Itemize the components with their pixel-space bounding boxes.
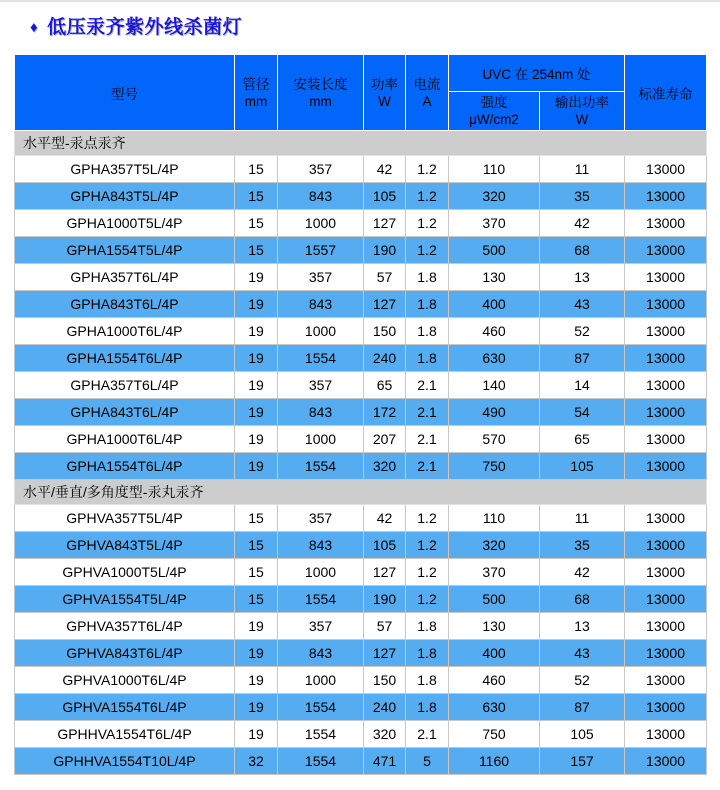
- length-cell: 1554: [278, 694, 364, 721]
- table-row: [15, 237, 707, 264]
- diameter-cell: 19: [235, 399, 278, 426]
- output-power-cell: 157: [540, 748, 625, 775]
- table-row: [15, 156, 707, 183]
- table-row: [15, 345, 707, 372]
- section-header-row: [15, 480, 707, 505]
- intensity-cell: 500: [449, 237, 540, 264]
- table-row: [15, 291, 707, 318]
- table-row: [15, 318, 707, 345]
- length-cell: 843: [278, 640, 364, 667]
- length-cell: 357: [278, 613, 364, 640]
- intensity-cell: 630: [449, 345, 540, 372]
- current-cell: 1.8: [406, 667, 449, 694]
- table-row: [15, 532, 707, 559]
- model-cell: GPHA843T6L/4P: [15, 291, 235, 318]
- lifetime-cell: 13000: [625, 559, 707, 586]
- table-row: [15, 183, 707, 210]
- output-power-cell: 42: [540, 210, 625, 237]
- intensity-cell: 630: [449, 694, 540, 721]
- intensity-cell: 370: [449, 559, 540, 586]
- length-cell: 843: [278, 532, 364, 559]
- current-cell: 2.1: [406, 426, 449, 453]
- intensity-cell: 490: [449, 399, 540, 426]
- output-power-cell: 42: [540, 559, 625, 586]
- length-cell: 357: [278, 372, 364, 399]
- column-header-intensity-unit: μW/cm2: [469, 112, 519, 127]
- column-header-length-label: 安装长度: [293, 76, 348, 92]
- output-power-cell: 14: [540, 372, 625, 399]
- output-power-cell: 52: [540, 667, 625, 694]
- current-cell: 5: [406, 748, 449, 775]
- power-cell: 105: [364, 532, 406, 559]
- diameter-cell: 19: [235, 694, 278, 721]
- model-cell: GPHA1000T6L/4P: [15, 426, 235, 453]
- lifetime-cell: 13000: [625, 721, 707, 748]
- diameter-cell: 19: [235, 613, 278, 640]
- table-row: [15, 613, 707, 640]
- lifetime-cell: 13000: [625, 586, 707, 613]
- page-title-text: 低压汞齐紫外线杀菌灯: [47, 17, 243, 38]
- power-cell: 207: [364, 426, 406, 453]
- power-cell: 240: [364, 694, 406, 721]
- column-header-current-unit: A: [422, 93, 432, 109]
- length-cell: 843: [278, 399, 364, 426]
- lifetime-cell: 13000: [625, 156, 707, 183]
- output-power-cell: 43: [540, 640, 625, 667]
- model-cell: GPHHVA1554T6L/4P: [15, 721, 235, 748]
- lifetime-cell: 13000: [625, 372, 707, 399]
- intensity-cell: 1160: [449, 748, 540, 775]
- lifetime-cell: 13000: [625, 345, 707, 372]
- current-cell: 1.8: [406, 345, 449, 372]
- power-cell: 190: [364, 586, 406, 613]
- column-header-diameter-unit: mm: [244, 93, 268, 109]
- diameter-cell: 19: [235, 345, 278, 372]
- intensity-cell: 320: [449, 532, 540, 559]
- table-row: [15, 586, 707, 613]
- length-cell: 1554: [278, 453, 364, 480]
- output-power-cell: 105: [540, 453, 625, 480]
- output-power-cell: 87: [540, 694, 625, 721]
- lifetime-cell: 13000: [625, 237, 707, 264]
- intensity-cell: 130: [449, 613, 540, 640]
- output-power-cell: 68: [540, 586, 625, 613]
- table-row: [15, 748, 707, 775]
- column-header-uvc-group: UVC 在 254nm 处: [449, 55, 625, 92]
- current-cell: 1.2: [406, 210, 449, 237]
- model-cell: GPHVA843T6L/4P: [15, 640, 235, 667]
- table-row: [15, 210, 707, 237]
- power-cell: 57: [364, 613, 406, 640]
- power-cell: 127: [364, 210, 406, 237]
- power-cell: 65: [364, 372, 406, 399]
- model-cell: GPHHVA1554T10L/4P: [15, 748, 235, 775]
- length-cell: 1554: [278, 586, 364, 613]
- length-cell: 843: [278, 183, 364, 210]
- lifetime-cell: 13000: [625, 505, 707, 532]
- table-row: [15, 453, 707, 480]
- section-header-row: [15, 131, 707, 156]
- column-header-intensity: [449, 92, 540, 131]
- model-cell: GPHA843T5L/4P: [15, 183, 235, 210]
- current-cell: 2.1: [406, 721, 449, 748]
- lifetime-cell: 13000: [625, 667, 707, 694]
- intensity-cell: 370: [449, 210, 540, 237]
- column-header-length-unit: mm: [309, 93, 332, 109]
- diameter-cell: 15: [235, 559, 278, 586]
- output-power-cell: 87: [540, 345, 625, 372]
- lifetime-cell: 13000: [625, 291, 707, 318]
- column-header-power-label: 功率: [371, 76, 398, 92]
- power-cell: 190: [364, 237, 406, 264]
- power-cell: 320: [364, 453, 406, 480]
- intensity-cell: 400: [449, 640, 540, 667]
- diameter-cell: 19: [235, 426, 278, 453]
- table-row: [15, 399, 707, 426]
- length-cell: 1557: [278, 237, 364, 264]
- diameter-cell: 19: [235, 667, 278, 694]
- lifetime-cell: 13000: [625, 210, 707, 237]
- diameter-cell: 15: [235, 586, 278, 613]
- current-cell: 1.2: [406, 586, 449, 613]
- output-power-cell: 35: [540, 183, 625, 210]
- diameter-cell: 15: [235, 210, 278, 237]
- lifetime-cell: 13000: [625, 613, 707, 640]
- current-cell: 2.1: [406, 399, 449, 426]
- table-row: [15, 559, 707, 586]
- length-cell: 1554: [278, 748, 364, 775]
- section-title: 水平型-汞点汞齐: [15, 131, 707, 156]
- lifetime-cell: 13000: [625, 183, 707, 210]
- diameter-cell: 19: [235, 372, 278, 399]
- intensity-cell: 750: [449, 453, 540, 480]
- intensity-cell: 500: [449, 586, 540, 613]
- diameter-cell: 19: [235, 640, 278, 667]
- current-cell: 2.1: [406, 372, 449, 399]
- power-cell: 150: [364, 318, 406, 345]
- model-cell: GPHVA1554T5L/4P: [15, 586, 235, 613]
- model-cell: GPHA1000T6L/4P: [15, 318, 235, 345]
- diameter-cell: 19: [235, 453, 278, 480]
- lifetime-cell: 13000: [625, 532, 707, 559]
- length-cell: 1000: [278, 559, 364, 586]
- diameter-cell: 19: [235, 318, 278, 345]
- power-cell: 320: [364, 721, 406, 748]
- length-cell: 1554: [278, 721, 364, 748]
- power-cell: 240: [364, 345, 406, 372]
- table-row: [15, 721, 707, 748]
- power-cell: 471: [364, 748, 406, 775]
- diamond-bullet-icon: ♦: [30, 19, 39, 36]
- current-cell: 1.2: [406, 237, 449, 264]
- power-cell: 42: [364, 156, 406, 183]
- table-header: [15, 55, 707, 131]
- length-cell: 357: [278, 505, 364, 532]
- model-cell: GPHVA1000T6L/4P: [15, 667, 235, 694]
- table-row: [15, 640, 707, 667]
- table-row: [15, 694, 707, 721]
- model-cell: GPHA843T6L/4P: [15, 399, 235, 426]
- table-body: [15, 131, 707, 775]
- column-header-output-power-label: 输出功率: [555, 95, 609, 110]
- model-cell: GPHA357T5L/4P: [15, 156, 235, 183]
- lifetime-cell: 13000: [625, 399, 707, 426]
- model-cell: GPHA1554T5L/4P: [15, 237, 235, 264]
- table-row: [15, 372, 707, 399]
- current-cell: 2.1: [406, 453, 449, 480]
- intensity-cell: 130: [449, 264, 540, 291]
- current-cell: 1.8: [406, 264, 449, 291]
- intensity-cell: 750: [449, 721, 540, 748]
- lifetime-cell: 13000: [625, 264, 707, 291]
- column-header-diameter-label: 管径: [242, 76, 270, 92]
- output-power-cell: 11: [540, 505, 625, 532]
- section-title: 水平/垂直/多角度型-汞丸汞齐: [15, 480, 707, 505]
- column-header-diameter: [235, 55, 278, 131]
- intensity-cell: 460: [449, 318, 540, 345]
- current-cell: 1.2: [406, 505, 449, 532]
- diameter-cell: 32: [235, 748, 278, 775]
- column-header-intensity-label: 强度: [480, 95, 508, 110]
- output-power-cell: 13: [540, 264, 625, 291]
- diameter-cell: 19: [235, 721, 278, 748]
- power-cell: 57: [364, 264, 406, 291]
- current-cell: 1.8: [406, 694, 449, 721]
- intensity-cell: 570: [449, 426, 540, 453]
- diameter-cell: 19: [235, 291, 278, 318]
- power-cell: 42: [364, 505, 406, 532]
- power-cell: 127: [364, 640, 406, 667]
- intensity-cell: 400: [449, 291, 540, 318]
- power-cell: 150: [364, 667, 406, 694]
- column-header-length: [278, 55, 364, 131]
- lamp-spec-table: [14, 54, 707, 775]
- column-header-output-power-unit: W: [575, 112, 589, 127]
- intensity-cell: 140: [449, 372, 540, 399]
- table-row: [15, 426, 707, 453]
- column-header-current-label: 电流: [413, 76, 441, 92]
- current-cell: 1.8: [406, 291, 449, 318]
- output-power-cell: 13: [540, 613, 625, 640]
- diameter-cell: 15: [235, 183, 278, 210]
- model-cell: GPHA357T6L/4P: [15, 264, 235, 291]
- diameter-cell: 19: [235, 264, 278, 291]
- model-cell: GPHVA357T5L/4P: [15, 505, 235, 532]
- current-cell: 1.2: [406, 183, 449, 210]
- intensity-cell: 460: [449, 667, 540, 694]
- model-cell: GPHA1554T6L/4P: [15, 453, 235, 480]
- power-cell: 127: [364, 559, 406, 586]
- output-power-cell: 68: [540, 237, 625, 264]
- diameter-cell: 15: [235, 237, 278, 264]
- column-header-model: 型号: [15, 55, 235, 131]
- model-cell: GPHVA1554T6L/4P: [15, 694, 235, 721]
- lifetime-cell: 13000: [625, 426, 707, 453]
- current-cell: 1.2: [406, 156, 449, 183]
- current-cell: 1.8: [406, 318, 449, 345]
- current-cell: 1.2: [406, 532, 449, 559]
- power-cell: 127: [364, 291, 406, 318]
- length-cell: 1000: [278, 426, 364, 453]
- length-cell: 1554: [278, 345, 364, 372]
- diameter-cell: 15: [235, 156, 278, 183]
- lifetime-cell: 13000: [625, 318, 707, 345]
- power-cell: 172: [364, 399, 406, 426]
- length-cell: 357: [278, 264, 364, 291]
- current-cell: 1.2: [406, 559, 449, 586]
- output-power-cell: 35: [540, 532, 625, 559]
- model-cell: GPHVA357T6L/4P: [15, 613, 235, 640]
- lifetime-cell: 13000: [625, 453, 707, 480]
- column-header-power-unit: W: [378, 93, 391, 109]
- model-cell: GPHA1554T6L/4P: [15, 345, 235, 372]
- model-cell: GPHA357T6L/4P: [15, 372, 235, 399]
- table-row: [15, 505, 707, 532]
- current-cell: 1.8: [406, 613, 449, 640]
- intensity-cell: 320: [449, 183, 540, 210]
- intensity-cell: 110: [449, 156, 540, 183]
- length-cell: 843: [278, 291, 364, 318]
- current-cell: 1.8: [406, 640, 449, 667]
- length-cell: 1000: [278, 318, 364, 345]
- output-power-cell: 52: [540, 318, 625, 345]
- output-power-cell: 43: [540, 291, 625, 318]
- lifetime-cell: 13000: [625, 640, 707, 667]
- output-power-cell: 105: [540, 721, 625, 748]
- column-header-output-power: [540, 92, 625, 131]
- lifetime-cell: 13000: [625, 748, 707, 775]
- table-row: [15, 667, 707, 694]
- length-cell: 1000: [278, 210, 364, 237]
- intensity-cell: 110: [449, 505, 540, 532]
- page-title: [30, 12, 242, 39]
- length-cell: 1000: [278, 667, 364, 694]
- diameter-cell: 15: [235, 505, 278, 532]
- model-cell: GPHVA843T5L/4P: [15, 532, 235, 559]
- power-cell: 105: [364, 183, 406, 210]
- diameter-cell: 15: [235, 532, 278, 559]
- model-cell: GPHVA1000T5L/4P: [15, 559, 235, 586]
- column-header-power: [364, 55, 406, 131]
- lifetime-cell: 13000: [625, 694, 707, 721]
- column-header-lifetime: 标准寿命: [625, 55, 707, 131]
- output-power-cell: 54: [540, 399, 625, 426]
- column-header-current: [406, 55, 449, 131]
- model-cell: GPHA1000T5L/4P: [15, 210, 235, 237]
- table-row: [15, 264, 707, 291]
- length-cell: 357: [278, 156, 364, 183]
- output-power-cell: 11: [540, 156, 625, 183]
- output-power-cell: 65: [540, 426, 625, 453]
